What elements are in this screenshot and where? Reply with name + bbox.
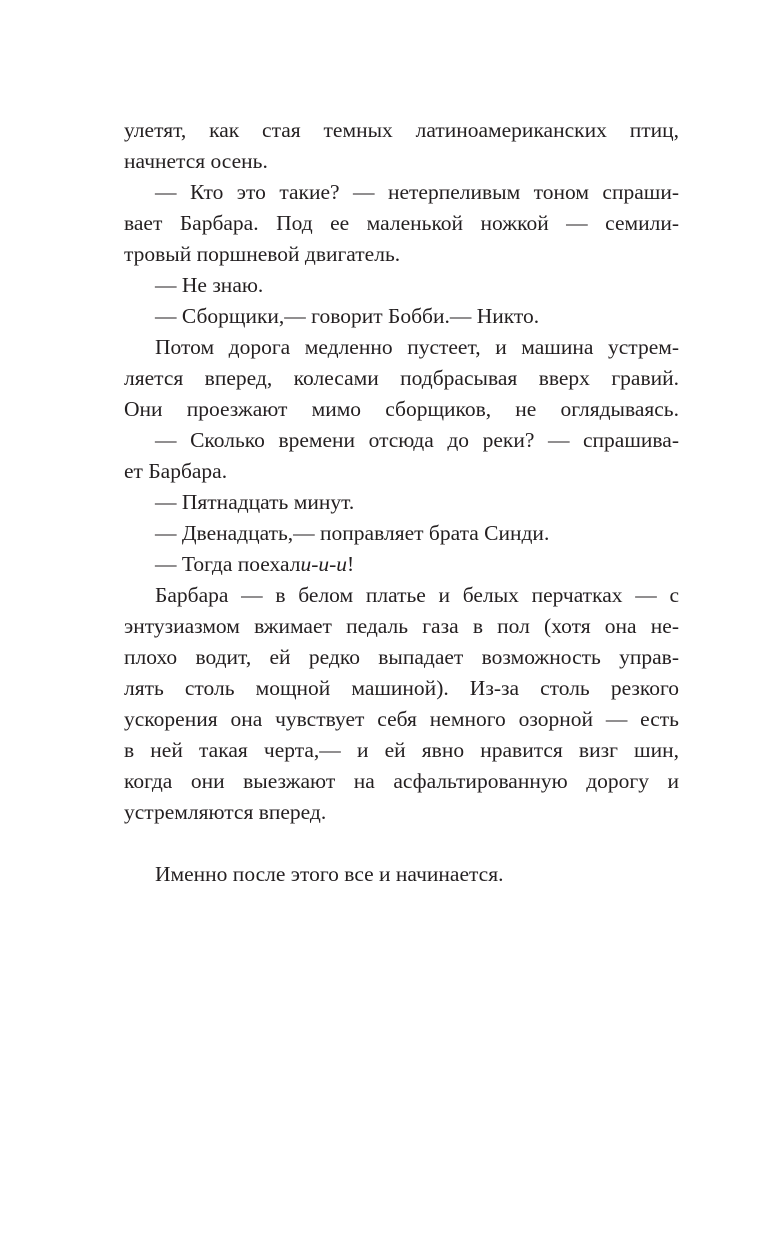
text-line: ускорения она чувствует себя немного озорной — есть	[124, 707, 679, 731]
dialogue-line: — Не знаю.	[155, 273, 264, 297]
text-line: лять столь мощной машиной). Из-за столь резкого	[124, 676, 679, 700]
closing-line: Именно после этого все и начинается.	[155, 862, 504, 886]
dialogue-line: — Кто это такие? — нетерпеливым тоном спраши-	[155, 180, 679, 204]
text-line: когда они выезжают на асфальтированную дорогу и	[124, 769, 679, 793]
text-line: улетят, как стая темных латиноамериканских птиц,	[124, 118, 679, 142]
text-line: плохо водит, ей редко выпадает возможность управ-	[124, 645, 679, 669]
shout-text: — Тогда поехал	[155, 552, 301, 576]
text-line: начнется осень.	[124, 149, 268, 173]
dialogue-line	[124, 549, 679, 580]
text-line: в ней такая черта,— и ей явно нравится визг шин,	[124, 738, 679, 762]
text-line: тровый поршневой двигатель.	[124, 242, 401, 266]
dialogue-line: — Сколько времени отсюда до реки? — спрашива-	[155, 428, 679, 452]
shout-punctuation: !	[347, 552, 355, 576]
section-break	[124, 828, 679, 859]
paragraph-line: Потом дорога медленно пустеет, и машина устрем-	[155, 335, 679, 359]
text-line: устремляются вперед.	[124, 800, 327, 824]
dialogue-line: — Сборщики,— говорит Бобби.— Никто.	[155, 304, 540, 328]
text-line: ет Барбара.	[124, 459, 228, 483]
text-line: энтузиазмом вжимает педаль газа в пол (хотя она не-	[124, 614, 679, 638]
text-line: ляется вперед, колесами подбрасывая вверх гравий.	[124, 366, 679, 390]
main-text	[124, 115, 679, 890]
shout-emphasis: и-и-и	[300, 552, 348, 576]
text-line: вает Барбара. Под ее маленькой ножкой — семили-	[124, 211, 679, 235]
paragraph-line: Барбара — в белом платье и белых перчатках — с	[155, 583, 679, 607]
dialogue-line: — Двенадцать,— поправляет брата Синди.	[155, 521, 550, 545]
text-line: Они проезжают мимо сборщиков, не оглядываясь.	[124, 397, 679, 421]
dialogue-line: — Пятнадцать минут.	[155, 490, 355, 514]
